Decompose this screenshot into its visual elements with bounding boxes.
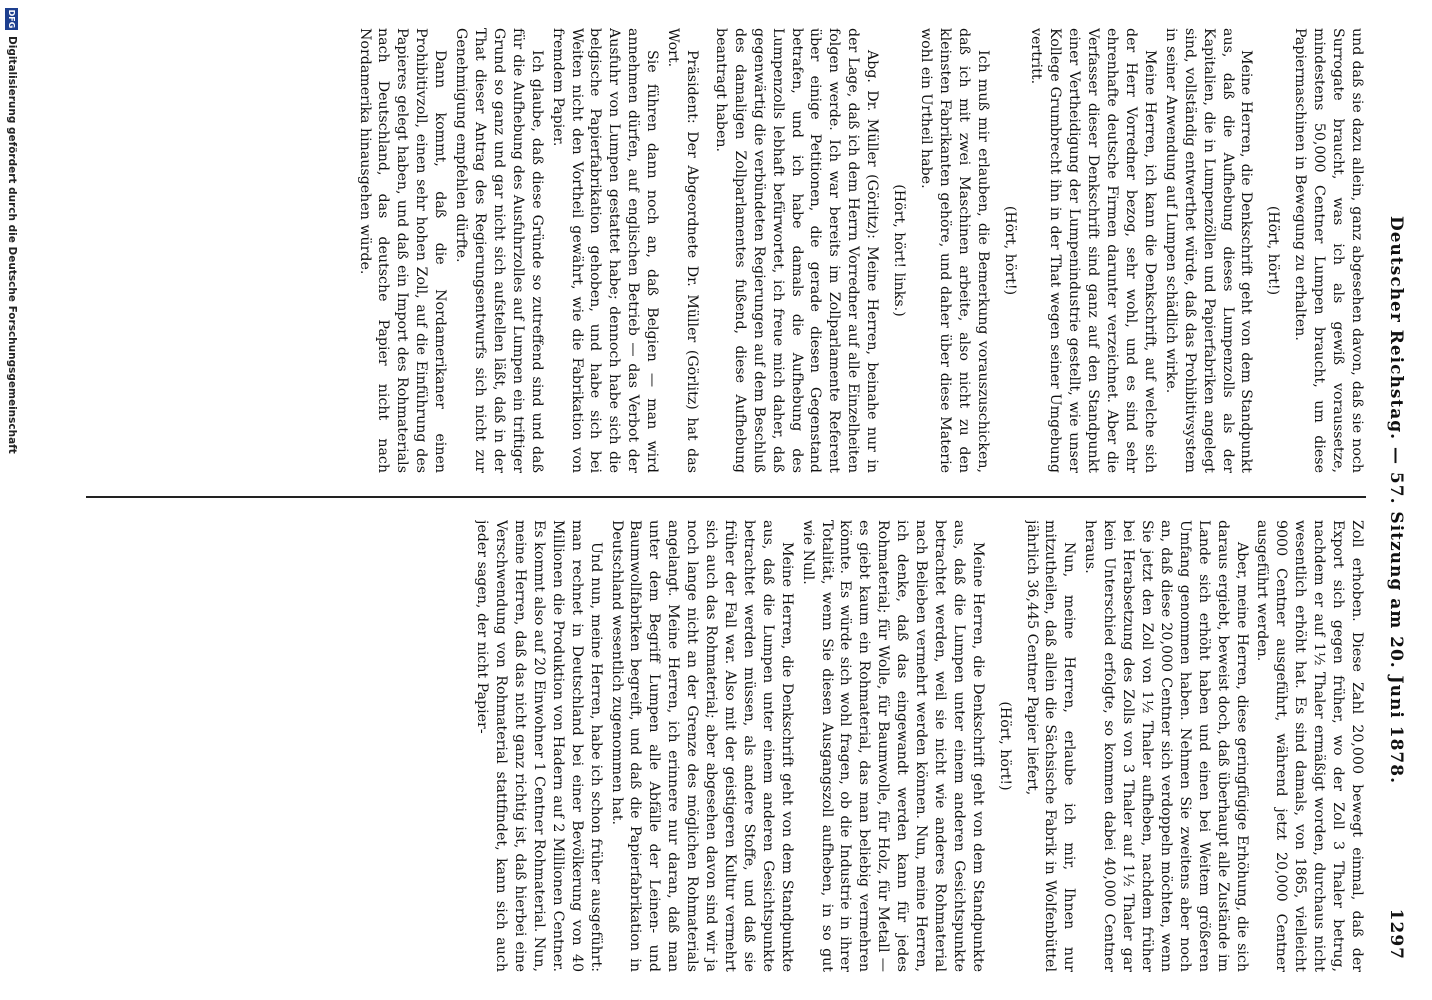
left-column — [86, 28, 1366, 473]
paragraph: Meine Herren, die Denkschrift geht von dem Standpunkte aus, daß die Lumpen unter einem anderen Gesichtspunkte betrachtet werden, weil sie nicht wie anderes Rohmaterial nach Belieben vermehrt werden können. Nun, meine Herren, ich denke, daß das eingewandt werden kann für jedes Rohmaterial; für Wolle, für Baumwolle, für Holz, für Metall — es giebt kaum ein Rohmaterial, das man beliebig vermehren könnte. Es würde sich wohl fragen, ob die Industrie in ihrer Totalität, wenn Sie diesen Ausgangszoll aufheben, in so gut wie Null. — [799, 520, 986, 972]
paragraph: Und nun, meine Herren, habe ich schon früher ausgeführt: man rechnet in Deutschland bei einer Bevölkerung von 40 Millionen die Produktion von Hadern auf 2 Millionen Centner. Es kommt also auf 20 Einwohner 1 Centner Rohmaterial. Nun, meine Herren, daß das nicht ganz richtig ist, daß hierbei eine Verschwendung von Rohmaterial stattfindet, kann sich auch jeder sagen, der nicht Papier- — [474, 520, 604, 972]
digitization-footer — [4, 8, 20, 992]
dfg-logo: DFG — [7, 9, 17, 29]
column-divider — [86, 496, 1366, 498]
paragraph: Abg. Dr. Müller (Görlitz): Meine Herren, beinahe nur in der Lage, daß ich dem Herrn Vorredner auf alle Einzelheiten folgen werde. Ich war bereits im Zollparlamente Referent über einige Petitionen, die gerade diesen Gegenstand betrafen, und ich habe damals die Aufhebung des Lumpenzolls lebhaft befürwortet, ich freue mich daher, daß gegenwärtig die verbündeten Regierungen auf dem Beschluß des damaligen Zollparlamentes fußend, diese Aufhebung beantragt haben. — [712, 28, 881, 473]
speaker-line: Präsident: Der Abgeordnete Dr. Müller (Görlitz) hat das Wort. — [665, 28, 700, 473]
interjection: (Hört, hört!) — [1001, 205, 1018, 296]
paragraph: Ich muß mir erlauben, die Bemerkung vorauszuschicken, daß ich mit zwei Maschinen arbeite, also nicht zu den kleinsten Fabrikanten gehöre, und daher über diese Materie wohl ein Urtheil habe. — [917, 28, 991, 473]
paragraph: Aber, meine Herren, diese geringfügige Erhöhung, die sich daraus ergiebt, beweist doch, daß überhaupt alle Zustände im Lande sich erhöht haben und einen bei Weitem größeren Umfang genommen haben. Nehmen Sie zweitens aber noch an, daß diese 20,000 Centner sich verdoppeln möchten, wenn Sie jetzt den Zoll von 1½ Thaler aufheben, nachdem früher bei Herabsetzung des Zolls von 3 Thaler auf 1½ Thaler gar kein Unterschied erfolgte, so kommen dabei 40,000 Centner heraus. — [1082, 520, 1250, 972]
running-title: Deutscher Reichstag. — 57. Sitzung am 20. Juni 1878. — [1386, 216, 1406, 784]
interjection: (Hört, hört! links.) — [891, 184, 908, 317]
interjection: (Hört, hört!) — [996, 701, 1013, 791]
paragraph: Dann kommt, daß die Nordamerikaner einen Prohibitivzoll, einen sehr hohen Zoll, auf die Einführung des Papieres gelegt haben, und daß ein Import des Rohmaterials nach Deutschland, das deutsche Papier nicht nach Nordamerika hinausgehen würde. — [356, 28, 449, 473]
paragraph: Nun, meine Herren, erlaube ich mir, Ihnen nur mitzutheilen, daß allein die Sächsische Fabrik in Wolfenbüttel jährlich 36,445 Centner Papier liefert, — [1023, 520, 1078, 972]
page-number: 1297 — [1386, 908, 1406, 960]
paragraph: und daß sie dazu allein, ganz abgesehen davon, daß sie noch Surrogate braucht, was ich als gewiß voraussetze, mindestens 50,000 Centner Lumpen braucht, um diese Papiermaschinen in Bewegung zu erhalten. — [1292, 28, 1365, 473]
paragraph: Zoll erhoben. Diese Zahl 20,000 bewegt einmal, daß der Export sich gegen früher, wo der Zoll 3 Thaler betrug, nachdem er auf 1½ Thaler ermäßigt worden, durchaus nicht wesentlich erhöht hat. Es sind damals, von 1865, vielleicht 9000 Centner ausgeführt, während jetzt 20,000 Centner ausgeführt werden. — [1254, 520, 1365, 972]
paragraph: Sie führen dann noch an, daß Belgien — man wird annehmen dürfen, auf englischen Betrieb — das Verbot der Ausfuhr von Lumpen gestattet habe; dennoch habe sich die belgische Papierfabrikation gehoben, und habe sich bei Weiten nicht den Vortheil gewährt, wie die Fabrikation von fremdem Papier. — [549, 28, 661, 473]
paragraph: Meine Herren, die Denkschrift geht von dem Standpunkte aus, daß die Lumpen unter einem anderen Gesichtspunkte betrachtet werden müssen, als andere Stoffe, und daß sie früher der Fall war. Also mit der geistigeren Kultur vermehrt sich auch das Rohmaterial; aber abgesehen davon sind wir ja noch lange nicht an der Grenze des möglichen Rohmaterials angelangt. Meine Herren, ich erinnere nur daran, daß man unter dem Begriff Lumpen alle Abfälle der Leinen- und Baumwollfabriken begreift, und daß die Papierfabrikation in Deutschland wesentlich zugenommen hat. — [608, 520, 795, 972]
interjection: (Hört, hört!) — [1265, 205, 1282, 296]
paragraph: Ich glaube, daß diese Gründe so zutreffend sind und daß für die Aufhebung des Ausfuhrzolles auf Lumpen ein triftiger Grund so ganz und gar nicht sich aufstellen läßt, daß in der That dieser Antrag des Regierungsentwurfs sich nicht zur Genehmigung empfehlen dürfte. — [453, 28, 545, 473]
page-header — [1378, 40, 1414, 960]
right-column — [86, 520, 1366, 972]
paragraph: Meine Herren, die Denkschrift geht von dem Standpunkt aus, daß die Aufhebung dieses Lumpenzolls als der Kapitalien, die in Lumpenzöllen und Papierfabriken angelegt sind, vollständig entwerthet würde, daß das Prohibitivsystem in seiner Anwendung auf Lumpen schädlich wirke. — [1162, 28, 1255, 473]
paragraph: Meine Herren, ich kann die Denkschrift, auf welche sich der Herr Vorredner bezog, sehr wohl, und es sind sehr ehrenhafte deutsche Firmen darunter verzeichnet. Aber die Verfasser dieser Denkschrift sind ganz auf den Standpunkt einer Vertheidigung der Lumpenindustrie gestellt, wie unser Kollege Grumbrecht ihn in der That wegen seiner Umgebung vertritt. — [1028, 28, 1158, 473]
footer-text: Digitalisierung gefördert durch die Deutsche Forschungsgemeinschaft — [6, 36, 18, 454]
